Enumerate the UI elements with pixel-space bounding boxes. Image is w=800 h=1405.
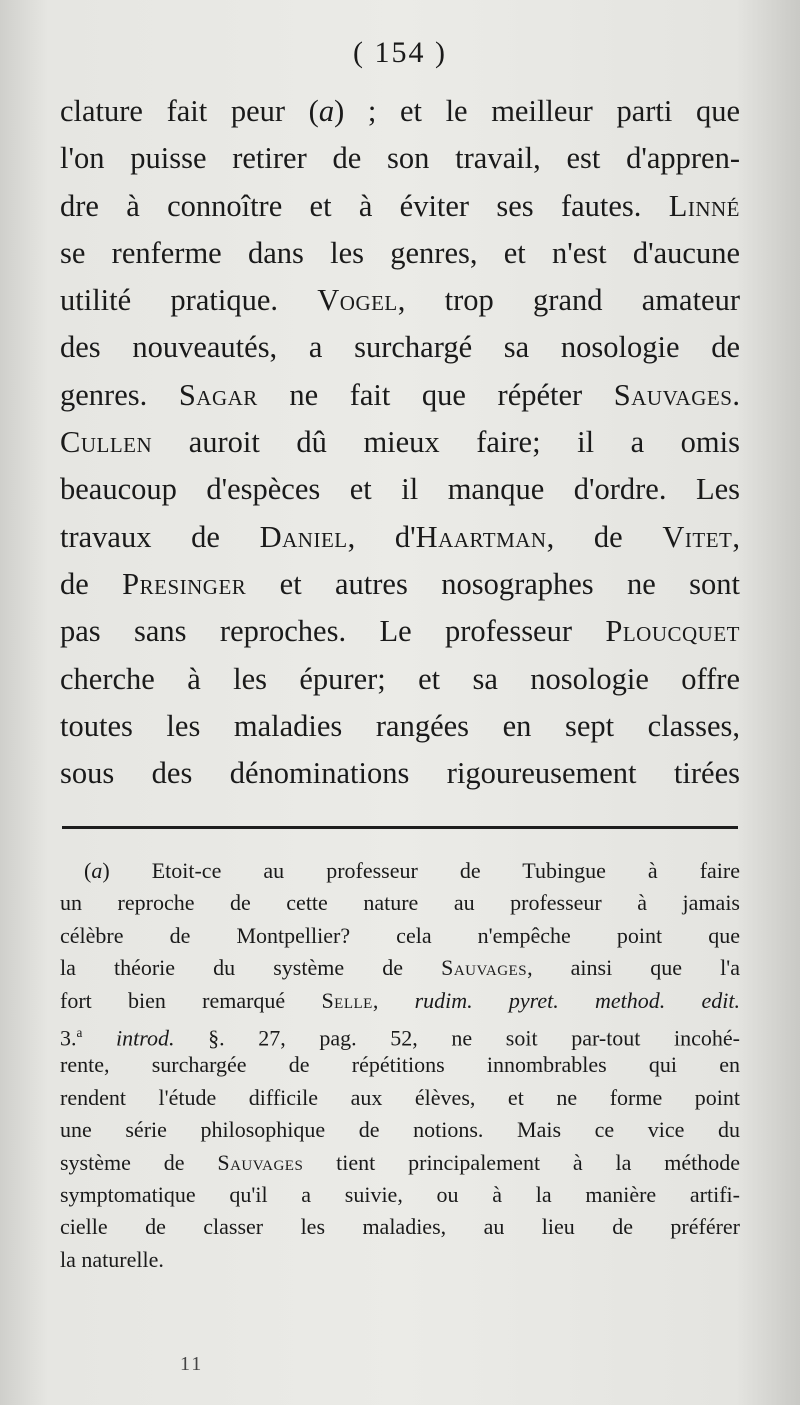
text-run: ) Etoit-ce au professeur de Tubingue à faire xyxy=(102,858,740,883)
author-name: Presinger xyxy=(122,566,247,601)
text-line xyxy=(60,419,740,466)
main-text-block xyxy=(60,88,740,797)
text-line xyxy=(60,324,740,371)
text-run: utilité pratique. xyxy=(60,283,318,318)
italic-text: a xyxy=(318,94,335,128)
text-run: a xyxy=(76,1024,83,1040)
author-name: Sauvages xyxy=(441,955,528,981)
text-run: dre à connoître et à éviter ses fautes. xyxy=(60,188,669,223)
footnote-line xyxy=(60,1179,740,1211)
text-run: célèbre de Montpellier? cela n'empêche point que xyxy=(60,922,740,948)
footnote-line xyxy=(60,1211,740,1243)
footnote-separator xyxy=(62,826,738,829)
text-line xyxy=(60,183,740,230)
italic-text: rudim. pyret. method. edit. xyxy=(414,987,741,1013)
text-run: , ainsi que l'a xyxy=(527,955,740,981)
text-run: beaucoup d'espèces et il manque d'ordre. Les xyxy=(60,472,740,507)
author-name: Vitet xyxy=(662,519,733,554)
text-run: symptomatique qu'il a suivie, ou à la manière artifi- xyxy=(60,1181,740,1207)
text-run: , d' xyxy=(347,519,416,554)
author-name: Cullen xyxy=(60,425,153,460)
text-run: ne fait que répéter xyxy=(257,377,614,412)
text-run: , xyxy=(732,519,740,554)
footnote-line xyxy=(60,1017,740,1049)
footnote-line xyxy=(60,952,740,984)
text-line xyxy=(60,561,740,608)
text-run: rendent l'étude difficile aux élèves, et ne forme point xyxy=(60,1084,740,1110)
text-line xyxy=(60,372,740,419)
author-name: Sauvages xyxy=(217,1149,304,1175)
text-run xyxy=(82,1025,116,1050)
text-run: toutes les maladies rangées en sept classes, xyxy=(60,708,740,743)
text-run: clature fait peur ( xyxy=(60,94,319,128)
author-name: Ploucquet xyxy=(605,614,740,649)
text-run: 3. xyxy=(60,1025,77,1051)
footnote-line xyxy=(60,1114,740,1146)
text-run: une série philosophique de notions. Mais ce vice du xyxy=(60,1117,740,1143)
text-run: ( xyxy=(84,858,92,883)
text-run: fort bien remarqué xyxy=(60,987,322,1013)
text-run: et autres nosographes ne sont xyxy=(246,566,741,601)
footnote-line xyxy=(60,1082,740,1114)
text-run: l'on puisse retirer de son travail, est d'appren- xyxy=(60,141,740,176)
text-run: de xyxy=(60,566,123,601)
footnote-line xyxy=(60,1049,740,1081)
text-run: système de xyxy=(60,1149,218,1175)
text-line xyxy=(60,514,740,561)
text-run: . xyxy=(732,377,740,412)
text-run: auroit dû mieux faire; il a omis xyxy=(152,425,740,460)
text-run: , de xyxy=(546,519,663,554)
footnote-line xyxy=(60,1244,740,1276)
footnote-block xyxy=(60,855,740,1276)
text-run: un reproche de cette nature au professeur à jamais xyxy=(60,890,740,916)
text-line xyxy=(60,88,740,135)
text-run: pas sans reproches. Le professeur xyxy=(60,614,606,649)
footnote-line xyxy=(60,1147,740,1179)
text-run: travaux de xyxy=(60,519,260,554)
text-run: se renferme dans les genres, et n'est d'aucune xyxy=(60,235,740,270)
text-run: des nouveautés, a surchargé sa nosologie de xyxy=(60,330,740,365)
text-line xyxy=(60,135,740,182)
text-line xyxy=(60,608,740,655)
footnote-line xyxy=(60,887,740,919)
author-name: Sagar xyxy=(178,377,258,412)
author-name: Linné xyxy=(668,188,740,223)
footnote-line xyxy=(60,920,740,952)
text-line xyxy=(60,277,740,324)
text-run: §. 27, pag. 52, ne soit par-tout incohé- xyxy=(174,1025,741,1051)
text-run: ) ; et le meilleur parti que xyxy=(334,94,740,128)
author-name: Haartman xyxy=(415,519,547,554)
italic-text: introd. xyxy=(116,1025,175,1051)
signature-mark: 11 xyxy=(180,1353,204,1375)
text-line xyxy=(60,703,740,750)
text-line xyxy=(60,230,740,277)
text-run: , trop grand amateur xyxy=(397,283,740,318)
footnote-line xyxy=(60,855,740,887)
text-run: cielle de classer les maladies, au lieu de préférer xyxy=(60,1214,740,1240)
text-run: , xyxy=(372,987,415,1013)
text-line xyxy=(60,466,740,513)
text-line xyxy=(60,656,740,703)
page-number: ( 154 ) xyxy=(353,36,447,69)
text-run: tient principalement à la méthode xyxy=(303,1149,740,1175)
italic-text: a xyxy=(91,858,103,883)
author-name: Selle xyxy=(321,987,373,1013)
text-run: genres. xyxy=(60,377,179,412)
text-run: sous des dénominations rigoureusement tirées xyxy=(60,756,740,791)
text-run: la théorie du système de xyxy=(60,955,442,981)
text-run: la naturelle. xyxy=(60,1246,164,1272)
footnote-line xyxy=(60,985,740,1017)
text-run: cherche à les épurer; et sa nosologie offre xyxy=(60,661,740,696)
author-name: Sauvages xyxy=(613,377,733,412)
author-name: Vogel xyxy=(317,283,398,318)
text-run: rente, surchargée de répétitions innombrables qui en xyxy=(60,1052,740,1078)
text-line xyxy=(60,750,740,797)
author-name: Daniel xyxy=(259,519,348,554)
